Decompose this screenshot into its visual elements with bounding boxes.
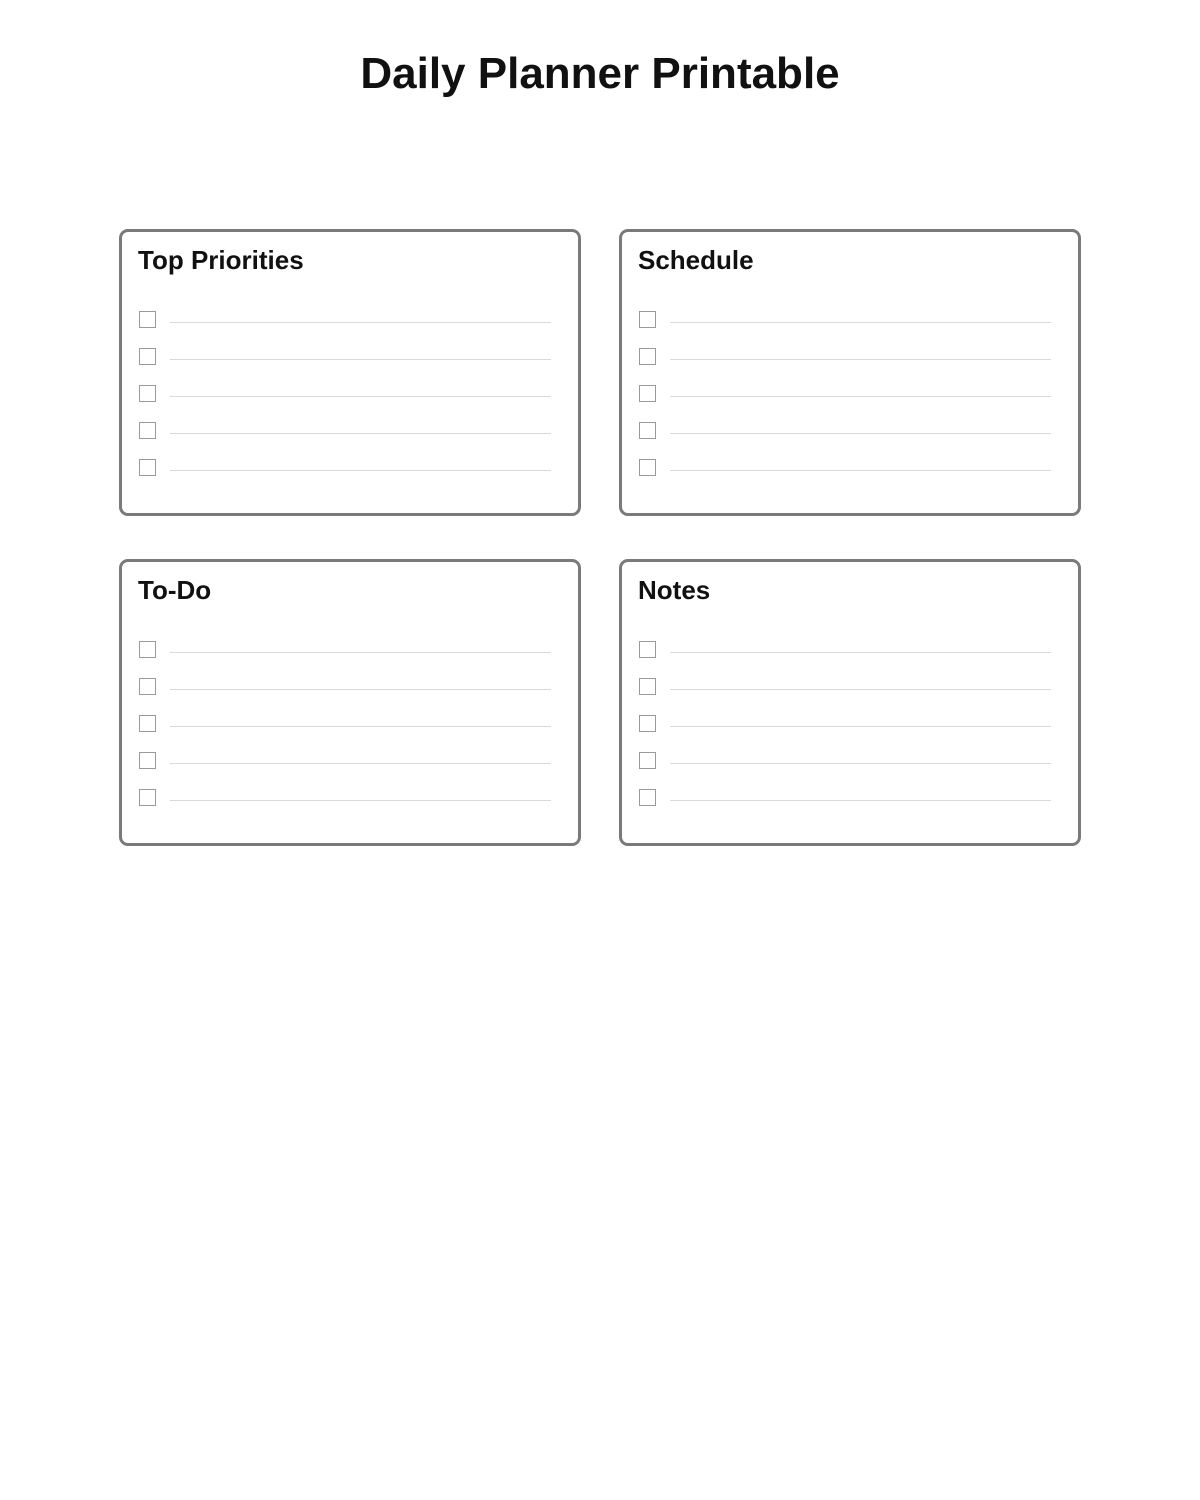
checklist-row (139, 385, 554, 422)
writing-line (170, 652, 551, 653)
checklist (139, 311, 554, 496)
section-schedule (619, 229, 1081, 516)
writing-line (170, 800, 551, 801)
checkbox[interactable] (139, 678, 156, 695)
writing-line (170, 470, 551, 471)
section-title: Schedule (638, 245, 754, 275)
checkbox[interactable] (139, 789, 156, 806)
checklist-row (639, 641, 1054, 678)
checklist-row (639, 678, 1054, 715)
checklist-row (639, 385, 1054, 422)
checkbox[interactable] (139, 348, 156, 365)
writing-line (670, 433, 1051, 434)
checklist-row (139, 752, 554, 789)
section-top-priorities (119, 229, 581, 516)
writing-line (670, 652, 1051, 653)
writing-line (170, 433, 551, 434)
checklist-row (639, 422, 1054, 459)
checklist-row (139, 789, 554, 826)
checklist-row (639, 311, 1054, 348)
checkbox[interactable] (139, 311, 156, 328)
checklist (139, 641, 554, 826)
checklist-row (639, 715, 1054, 752)
checklist-row (639, 789, 1054, 826)
checkbox[interactable] (639, 752, 656, 769)
checklist-row (639, 752, 1054, 789)
checkbox[interactable] (639, 459, 656, 476)
writing-line (670, 689, 1051, 690)
checkbox[interactable] (639, 385, 656, 402)
checkbox[interactable] (139, 752, 156, 769)
checklist-row (139, 422, 554, 459)
checkbox[interactable] (639, 789, 656, 806)
checkbox[interactable] (139, 459, 156, 476)
checklist-row (139, 348, 554, 385)
checkbox[interactable] (639, 422, 656, 439)
checkbox[interactable] (139, 715, 156, 732)
planner-grid (119, 229, 1081, 846)
writing-line (170, 689, 551, 690)
checkbox[interactable] (639, 715, 656, 732)
checklist-row (639, 348, 1054, 385)
writing-line (170, 396, 551, 397)
checklist (639, 641, 1054, 826)
checklist-row (139, 311, 554, 348)
writing-line (170, 726, 551, 727)
writing-line (670, 396, 1051, 397)
writing-line (670, 359, 1051, 360)
section-title: Top Priorities (138, 245, 304, 275)
section-notes (619, 559, 1081, 846)
writing-line (670, 470, 1051, 471)
checklist-row (139, 678, 554, 715)
writing-line (670, 800, 1051, 801)
writing-line (170, 322, 551, 323)
writing-line (670, 322, 1051, 323)
checklist-row (639, 459, 1054, 496)
checklist-row (139, 715, 554, 752)
writing-line (670, 726, 1051, 727)
section-to-do (119, 559, 581, 846)
page-title: Daily Planner Printable (360, 49, 840, 98)
checkbox[interactable] (639, 678, 656, 695)
checkbox[interactable] (639, 311, 656, 328)
checkbox[interactable] (139, 641, 156, 658)
checkbox[interactable] (639, 348, 656, 365)
checklist-row (139, 459, 554, 496)
writing-line (670, 763, 1051, 764)
checklist (639, 311, 1054, 496)
writing-line (170, 359, 551, 360)
section-title: Notes (638, 575, 711, 605)
section-title: To-Do (138, 575, 212, 605)
checkbox[interactable] (639, 641, 656, 658)
checkbox[interactable] (139, 422, 156, 439)
checkbox[interactable] (139, 385, 156, 402)
writing-line (170, 763, 551, 764)
checklist-row (139, 641, 554, 678)
